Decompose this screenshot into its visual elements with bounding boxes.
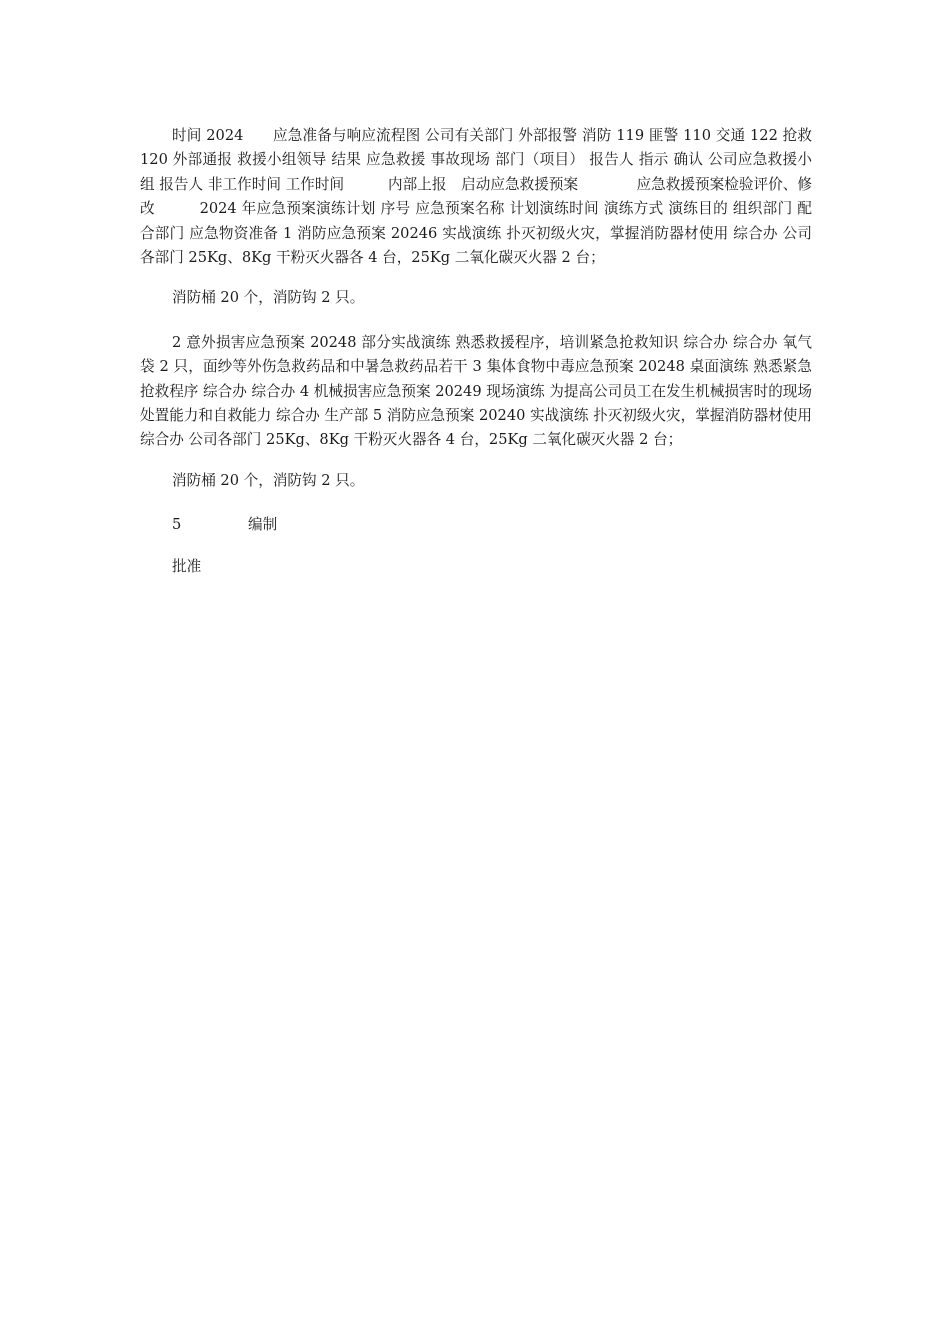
approved-by-label: 批准: [172, 558, 202, 576]
signature-number: 5: [172, 516, 182, 534]
paragraph-fire-supplies-2: 消防桶 20 个，消防钩 2 只。: [172, 471, 365, 489]
document-page: [140, 124, 817, 579]
paragraph-flowchart-and-plan: 时间 2024 应急准备与响应流程图 公司有关部门 外部报警 消防 119 匪警 110 交通 122 抢救 120 外部通报 救援小组领导 结果 应急救援 事故现场 部门（项目） 报告人 指示 确认 公司应急救援小组 报告人 非工作时间 工作时间 内部上报 启动应急救援预案 应急救援预案检验评价、修改 2024 年应急预案演练计划 序号 应急预案名称 计划演练时间 演练方式 演练目的 组织部门 配合部门 应急物资准备 1 消防应急预案 20246 实战演练 扑灭初级火灾，掌握消防器材使用 综合办 公司各部门 25Kg、8Kg 干粉灭火器各 4 台，25Kg 二氧化碳灭火器 2 台；: [140, 127, 817, 267]
compiled-by-label: 编制: [248, 516, 278, 534]
signature-row: [140, 513, 812, 537]
paragraph-fire-supplies-1: 消防桶 20 个，消防钩 2 只。: [172, 289, 365, 307]
paragraph-drill-items: 2 意外损害应急预案 20248 部分实战演练 熟悉救援程序，培训紧急抢救知识 综合办 综合办 氧气袋 2 只，面纱等外伤急救药品和中暑急救药品若干 3 集体食物中毒应急预案 20248 桌面演练 熟悉紧急抢救程序 综合办 综合办 4 机械损害应急预案 20249 现场演练 为提高公司员工在发生机械损害时的现场处置能力和自救能力 综合办 生产部 5 消防应急预案 20240 实战演练 扑灭初级火灾，掌握消防器材使用 综合办 公司各部门 25Kg、8Kg 干粉灭火器各 4 台，25Kg 二氧化碳灭火器 2 台；: [140, 333, 817, 449]
